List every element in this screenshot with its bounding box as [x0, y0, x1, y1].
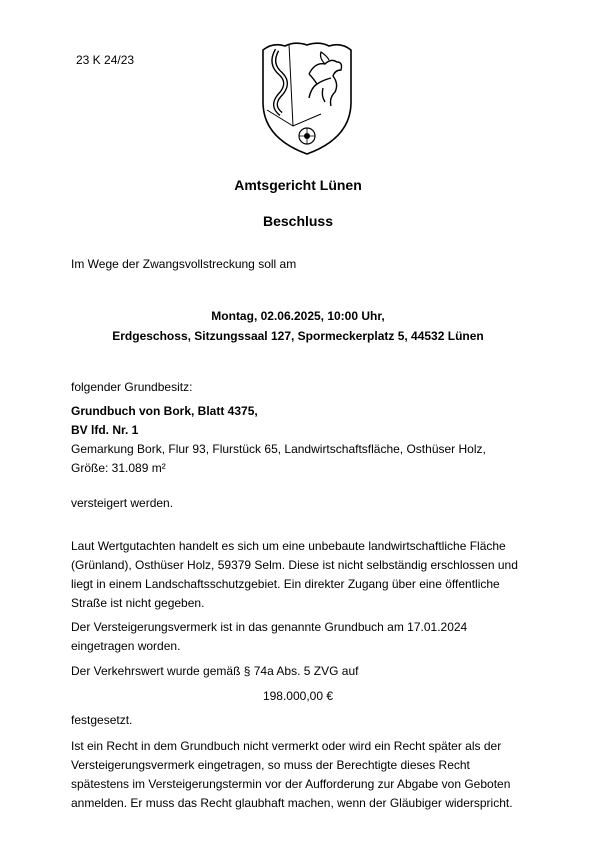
- parcel-size: Größe: 31.089 m²: [71, 461, 166, 475]
- rights-line: Ist ein Recht in dem Grundbuch nicht vermerkt oder wird ein Recht später als der: [71, 739, 502, 753]
- rights-line: spätestens im Versteigerungstermin vor der Aufforderung zur Abgabe von Geboten: [71, 777, 511, 791]
- appraisal-line: liegt in einem Landschaftsschutzgebiet. Ein direkter Zugang über eine öffentliche: [71, 577, 500, 591]
- property-intro: folgender Grundbesitz:: [71, 380, 193, 394]
- bv-number: BV lfd. Nr. 1: [71, 423, 139, 437]
- rights-line: Versteigerungsvermerk eingetragen, so muss der Berechtigte dieses Recht: [71, 758, 470, 772]
- coat-of-arms-icon: [259, 40, 355, 157]
- market-value-intro: Der Verkehrswert wurde gemäß § 74a Abs. 5 ZVG auf: [71, 664, 359, 678]
- case-number: 23 K 24/23: [76, 53, 135, 67]
- auction-date: Montag, 02.06.2025, 10:00 Uhr,: [211, 309, 385, 323]
- auctioned-text: versteigert werden.: [71, 496, 174, 510]
- registration-line: eingetragen worden.: [71, 639, 181, 653]
- market-value: 198.000,00 €: [262, 689, 334, 703]
- registration-line: Der Versteigerungsvermerk ist in das genannte Grundbuch am 17.01.2024: [71, 620, 468, 634]
- appraisal-line: Straße ist nicht gegeben.: [71, 596, 205, 610]
- document-type: Beschluss: [262, 213, 334, 229]
- appraisal-line: (Grünland), Osthüser Holz, 59379 Selm. Diese ist nicht selbständig erschlossen und: [71, 558, 518, 572]
- appraisal-line: Laut Wertgutachten handelt es sich um eine unbebaute landwirtschaftliche Fläche: [71, 539, 506, 553]
- intro-text: Im Wege der Zwangsvollstreckung soll am: [71, 257, 297, 271]
- rights-line: anmelden. Er muss das Recht glaubhaft machen, wenn der Gläubiger widerspricht.: [71, 796, 513, 810]
- land-register: Grundbuch von Bork, Blatt 4375,: [71, 404, 258, 418]
- court-name: Amtsgericht Lünen: [234, 177, 362, 193]
- auction-location: Erdgeschoss, Sitzungssaal 127, Spormeckerplatz 5, 44532 Lünen: [112, 329, 484, 343]
- fixed-text: festgesetzt.: [71, 713, 133, 727]
- parcel-description: Gemarkung Bork, Flur 93, Flurstück 65, Landwirtschaftsfläche, Osthüser Holz,: [71, 442, 486, 456]
